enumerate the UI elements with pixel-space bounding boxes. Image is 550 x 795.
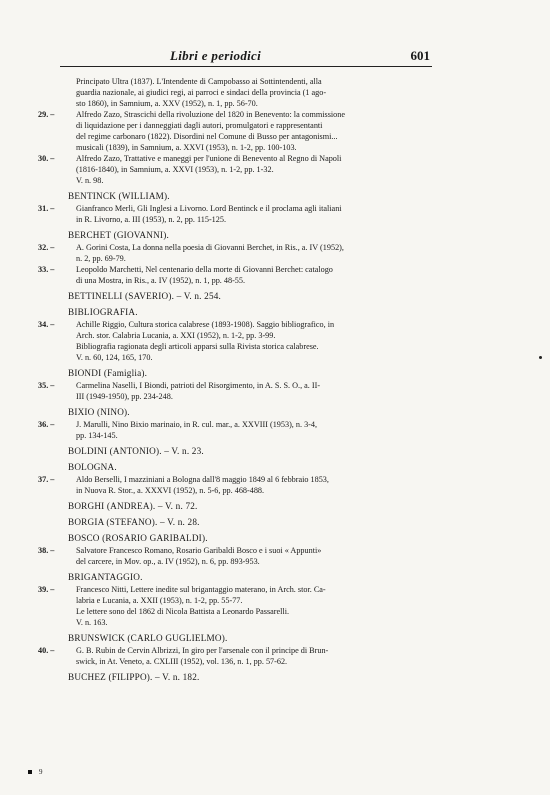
- entry-text: V. n. 163.: [76, 618, 108, 627]
- entry-text: Bibliografia ragionata degli articoli apparsi sulla Rivista storica calabrese.: [76, 342, 319, 351]
- entry-number: 31. –: [38, 204, 55, 213]
- entry-line: [38, 380, 438, 391]
- entry-line: [38, 120, 438, 131]
- entry-line: [38, 584, 438, 595]
- entry-line: [38, 645, 438, 656]
- entry-text: Carmelina Naselli, I Biondi, patrioti del Risorgimento, in A. S. S. O., a. II-: [76, 381, 321, 390]
- page-speck: [539, 356, 542, 359]
- entry-line: [38, 76, 438, 87]
- entry-line: [38, 656, 438, 667]
- subject-heading: BETTINELLI (SAVERIO). – V. n. 254.: [68, 291, 222, 301]
- entry-line: [38, 556, 438, 567]
- subject-heading: BENTINCK (WILLIAM).: [68, 191, 170, 201]
- entry-text: in Nuova R. Stor., a. XXXVI (1952), n. 5-6, pp. 468-488.: [76, 486, 265, 495]
- entry-line: [38, 109, 438, 120]
- entry-number: 36. –: [38, 420, 55, 429]
- subject-heading: BERCHET (GIOVANNI).: [68, 230, 169, 240]
- entry-line: [38, 474, 438, 485]
- entry-text: pp. 134-145.: [76, 431, 118, 440]
- entry-line: [38, 330, 438, 341]
- entry-line: [38, 545, 438, 556]
- subject-heading: BOLDINI (ANTONIO). – V. n. 23.: [68, 446, 204, 456]
- entry-line: [38, 142, 438, 153]
- entry-number: 39. –: [38, 585, 55, 594]
- entry-line: [38, 131, 438, 142]
- print-mark: [28, 770, 32, 774]
- entry-line: [38, 175, 438, 186]
- entry-text: III (1949-1950), pp. 234-248.: [76, 392, 173, 401]
- running-title: Libri e periodici: [170, 48, 262, 63]
- entry-number: 32. –: [38, 243, 55, 252]
- entry-text: Arch. stor. Calabria Lucania, a. XXI (1952), n. 1-2, pp. 3-99.: [76, 331, 276, 340]
- entry-number: 35. –: [38, 381, 55, 390]
- entry-text: J. Marulli, Nino Bixio marinaio, in R. cul. mar., a. XXVIII (1953), n. 3-4,: [76, 420, 318, 429]
- entry-text: Achille Riggio, Cultura storica calabrese (1893-1908). Saggio bibliografico, in: [76, 320, 335, 329]
- entry-line: [38, 319, 438, 330]
- entry-number: 34. –: [38, 320, 55, 329]
- entry-line: [38, 153, 438, 164]
- entry-text: Alfredo Zazo, Strascichi della rivoluzione del 1820 in Benevento: la commissione: [76, 110, 345, 119]
- entry-number: 37. –: [38, 475, 55, 484]
- entry-text: musicali (1839), in Samnium, a. XXVI (1953), n. 1-2, pp. 100-103.: [76, 143, 297, 152]
- entry-line: [38, 606, 438, 617]
- subject-heading: BIBLIOGRAFIA.: [68, 307, 138, 317]
- entry-text: in R. Livorno, a. III (1953), n. 2, pp. 115-125.: [76, 215, 227, 224]
- entry-line: [38, 419, 438, 430]
- subject-heading: BOSCO (ROSARIO GARIBALDI).: [68, 533, 208, 543]
- subject-heading: BORGHI (ANDREA). – V. n. 72.: [68, 501, 198, 511]
- entry-line: [38, 214, 438, 225]
- entry-text: G. B. Rubin de Cervin Albrizzi, In giro per l'arsenale con il principe di Brun-: [76, 646, 329, 655]
- entry-text: Gianfranco Merli, Gli Inglesi a Livorno. Lord Bentinck e il proclama agli italiani: [76, 204, 342, 213]
- entry-line: [38, 87, 438, 98]
- subject-heading: BIONDI (Famiglia).: [68, 368, 148, 378]
- footer-mark: 9: [39, 768, 43, 776]
- entry-text: swick, in At. Veneto, a. CXLIII (1952), vol. 136, n. 1, pp. 57-62.: [76, 657, 288, 666]
- entry-line: [38, 391, 438, 402]
- entry-text: V. n. 60, 124, 165, 170.: [76, 353, 153, 362]
- entry-text: labria e Lucania, a. XXII (1953), n. 1-2, pp. 55-77.: [76, 596, 243, 605]
- subject-heading: BIXIO (NINO).: [68, 407, 130, 417]
- subject-heading: BRUNSWICK (CARLO GUGLIELMO).: [68, 633, 228, 643]
- entry-text: Le lettere sono del 1862 di Nicola Battista a Leonardo Passarelli.: [76, 607, 290, 616]
- page-number: 601: [410, 48, 430, 63]
- entry-line: [38, 275, 438, 286]
- subject-heading: BOLOGNA.: [68, 462, 117, 472]
- entry-text: Salvatore Francesco Romano, Rosario Garibaldi Bosco e i suoi « Appunti»: [76, 546, 322, 555]
- entry-line: [38, 253, 438, 264]
- entry-text: del carcere, in Mov. op., a. IV (1952), n. 6, pp. 893-953.: [76, 557, 260, 566]
- entry-line: [38, 352, 438, 363]
- entry-line: [38, 430, 438, 441]
- entry-text: Leopoldo Marchetti, Nel centenario della morte di Giovanni Berchet: catalogo: [76, 265, 333, 274]
- entry-line: [38, 485, 438, 496]
- entry-line: [38, 595, 438, 606]
- entry-text: sto 1860), in Samnium, a. XXV (1952), n. 1, pp. 56-70.: [76, 99, 258, 108]
- entry-text: di una Mostra, in Ris., a. IV (1952), n. 1, pp. 48-55.: [76, 276, 246, 285]
- entry-number: 30. –: [38, 154, 55, 163]
- entry-line: [38, 264, 438, 275]
- entry-text: guardia nazionale, ai giudici regi, ai parroci e sindaci della provincia (1 ago-: [76, 88, 327, 97]
- entry-text: n. 2, pp. 69-79.: [76, 254, 126, 263]
- page-header: [60, 46, 432, 67]
- entry-line: [38, 164, 438, 175]
- entry-text: di liquidazione per i danneggiati dagli autori, promulgatori e rappresentanti: [76, 121, 323, 130]
- entry-text: del regime carbonaro (1822). Disordini nel Comune di Busso per antagonismi...: [76, 132, 338, 141]
- entry-line: [38, 203, 438, 214]
- entry-line: [38, 617, 438, 628]
- bibliography-body: [38, 76, 438, 684]
- entry-line: [38, 341, 438, 352]
- entry-number: 29. –: [38, 110, 55, 119]
- entry-number: 38. –: [38, 546, 55, 555]
- subject-heading: BRIGANTAGGIO.: [68, 572, 143, 582]
- entry-text: (1816-1840), in Samnium, a. XXVI (1953), n. 1-2, pp. 1-32.: [76, 165, 274, 174]
- entry-line: [38, 98, 438, 109]
- entry-number: 33. –: [38, 265, 55, 274]
- entry-line: [38, 242, 438, 253]
- entry-number: 40. –: [38, 646, 55, 655]
- entry-text: Aldo Berselli, I mazziniani a Bologna dall'8 maggio 1849 al 6 febbraio 1853,: [76, 475, 329, 484]
- entry-text: Principato Ultra (1837). L'Intendente di Campobasso ai Sottintendenti, alla: [76, 77, 322, 86]
- entry-text: V. n. 98.: [76, 176, 104, 185]
- entry-text: Alfredo Zazo, Trattative e maneggi per l'unione di Benevento al Regno di Napoli: [76, 154, 342, 163]
- entry-text: A. Gorini Costa, La donna nella poesia di Giovanni Berchet, in Ris., a. IV (1952),: [76, 243, 344, 252]
- subject-heading: BUCHEZ (FILIPPO). – V. n. 182.: [68, 672, 200, 682]
- entry-text: Francesco Nitti, Lettere inedite sul brigantaggio materano, in Arch. stor. Ca-: [76, 585, 326, 594]
- subject-heading: BORGIA (STEFANO). – V. n. 28.: [68, 517, 200, 527]
